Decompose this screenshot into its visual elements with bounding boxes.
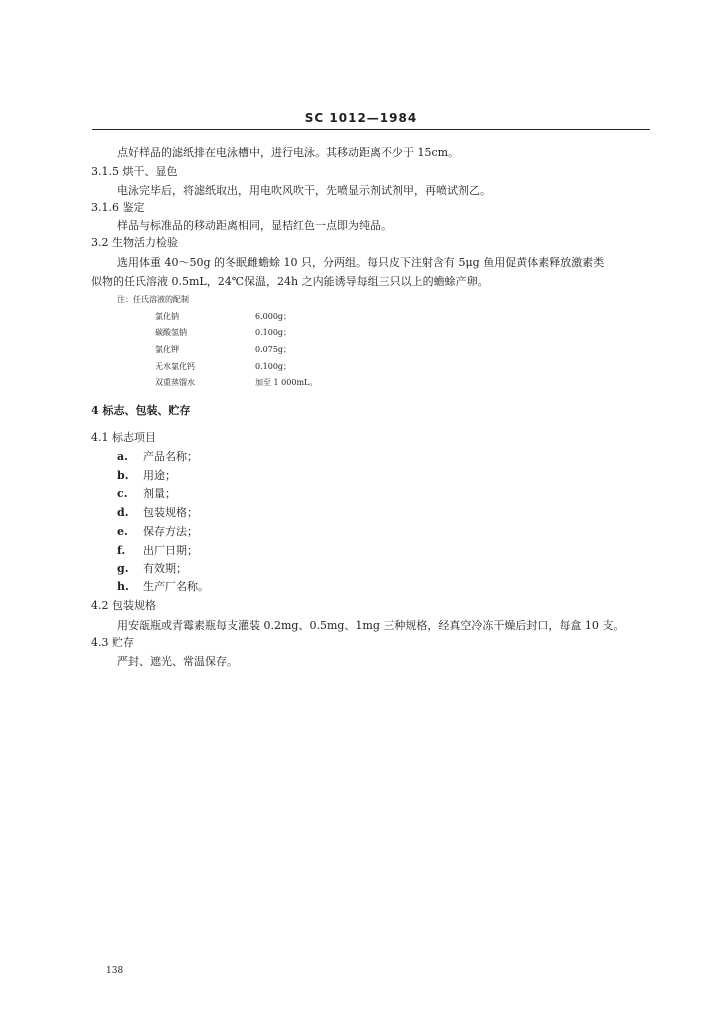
section-4-2-text: 用安瓿瓶或青霉素瓶每支灌装 0.2mg、0.5mg、1mg 三种规格，经真空冷冻干燥后封口，每盒 10 支。 [117,619,625,632]
section-4-title: 4 标志、包装、贮存 [91,404,191,417]
list-text: 剂量； [143,487,176,500]
section-3-1-5-text: 电泳完毕后，将滤纸取出，用电吹风吹干，先喷显示剂试剂甲，再喷试剂乙。 [117,184,491,197]
recipe-name: 碳酸氢钠 [155,328,187,337]
section-4-3-title: 4.3 贮存 [91,636,134,649]
list-text: 有效期； [143,562,187,575]
recipe-amount: 加至 1 000mL。 [255,378,318,387]
recipe-amount: 0.075g； [255,345,292,354]
list-text: 保存方法； [143,525,198,538]
standard-code-header: SC 1012—1984 [304,111,418,125]
section-3-1-5-title: 3.1.5 烘干、显色 [91,165,178,178]
list-letter: f. [117,544,126,557]
list-letter: h. [117,580,129,593]
recipe-name: 氯化钾 [155,345,179,354]
section-3-1-6-title: 3.1.6 鉴定 [91,201,145,214]
section-3-2-text-line2: 似物的任氏溶液 0.5mL，24℃保温，24h 之内能诱导每组三只以上的蟾蜍产卵。 [91,275,489,288]
recipe-name: 氯化钠 [155,312,179,321]
section-3-1-6-text: 样品与标准品的移动距离相同，显桔红色一点即为纯品。 [117,219,392,232]
note-title: 注：任氏溶液的配制 [117,295,189,304]
list-letter: b. [117,469,129,482]
recipe-name: 双重蒸馏水 [155,378,195,387]
recipe-name: 无水氯化钙 [155,362,195,371]
section-3-2-text-line1: 选用体重 40～50g 的冬眠雌蟾蜍 10 只，分两组。每只皮下注射含有 5μg 鱼用促黄体素释放激素类 [117,256,605,269]
list-text: 出厂日期； [143,544,198,557]
recipe-amount: 0.100g； [255,362,292,371]
list-text: 用途； [143,469,176,482]
list-letter: a. [117,450,128,463]
list-letter: e. [117,525,128,538]
list-text: 产品名称； [143,450,198,463]
recipe-amount: 0.100g； [255,328,292,337]
header-rule [92,129,650,130]
page-number: 138 [106,966,124,976]
section-3-2-title: 3.2 生物活力检验 [91,236,178,249]
section-4-1-title: 4.1 标志项目 [91,431,156,444]
section-4-3-text: 严封、遮光、常温保存。 [117,655,238,668]
list-letter: d. [117,506,129,519]
list-letter: c. [117,487,128,500]
list-letter: g. [117,562,129,575]
list-text: 生产厂名称。 [143,580,209,593]
section-4-2-title: 4.2 包装规格 [91,599,156,612]
list-text: 包装规格； [143,506,198,519]
paragraph-electrophoresis: 点好样品的滤纸排在电泳槽中，进行电泳。其移动距离不少于 15cm。 [117,146,460,159]
recipe-amount: 6.000g； [255,312,292,321]
